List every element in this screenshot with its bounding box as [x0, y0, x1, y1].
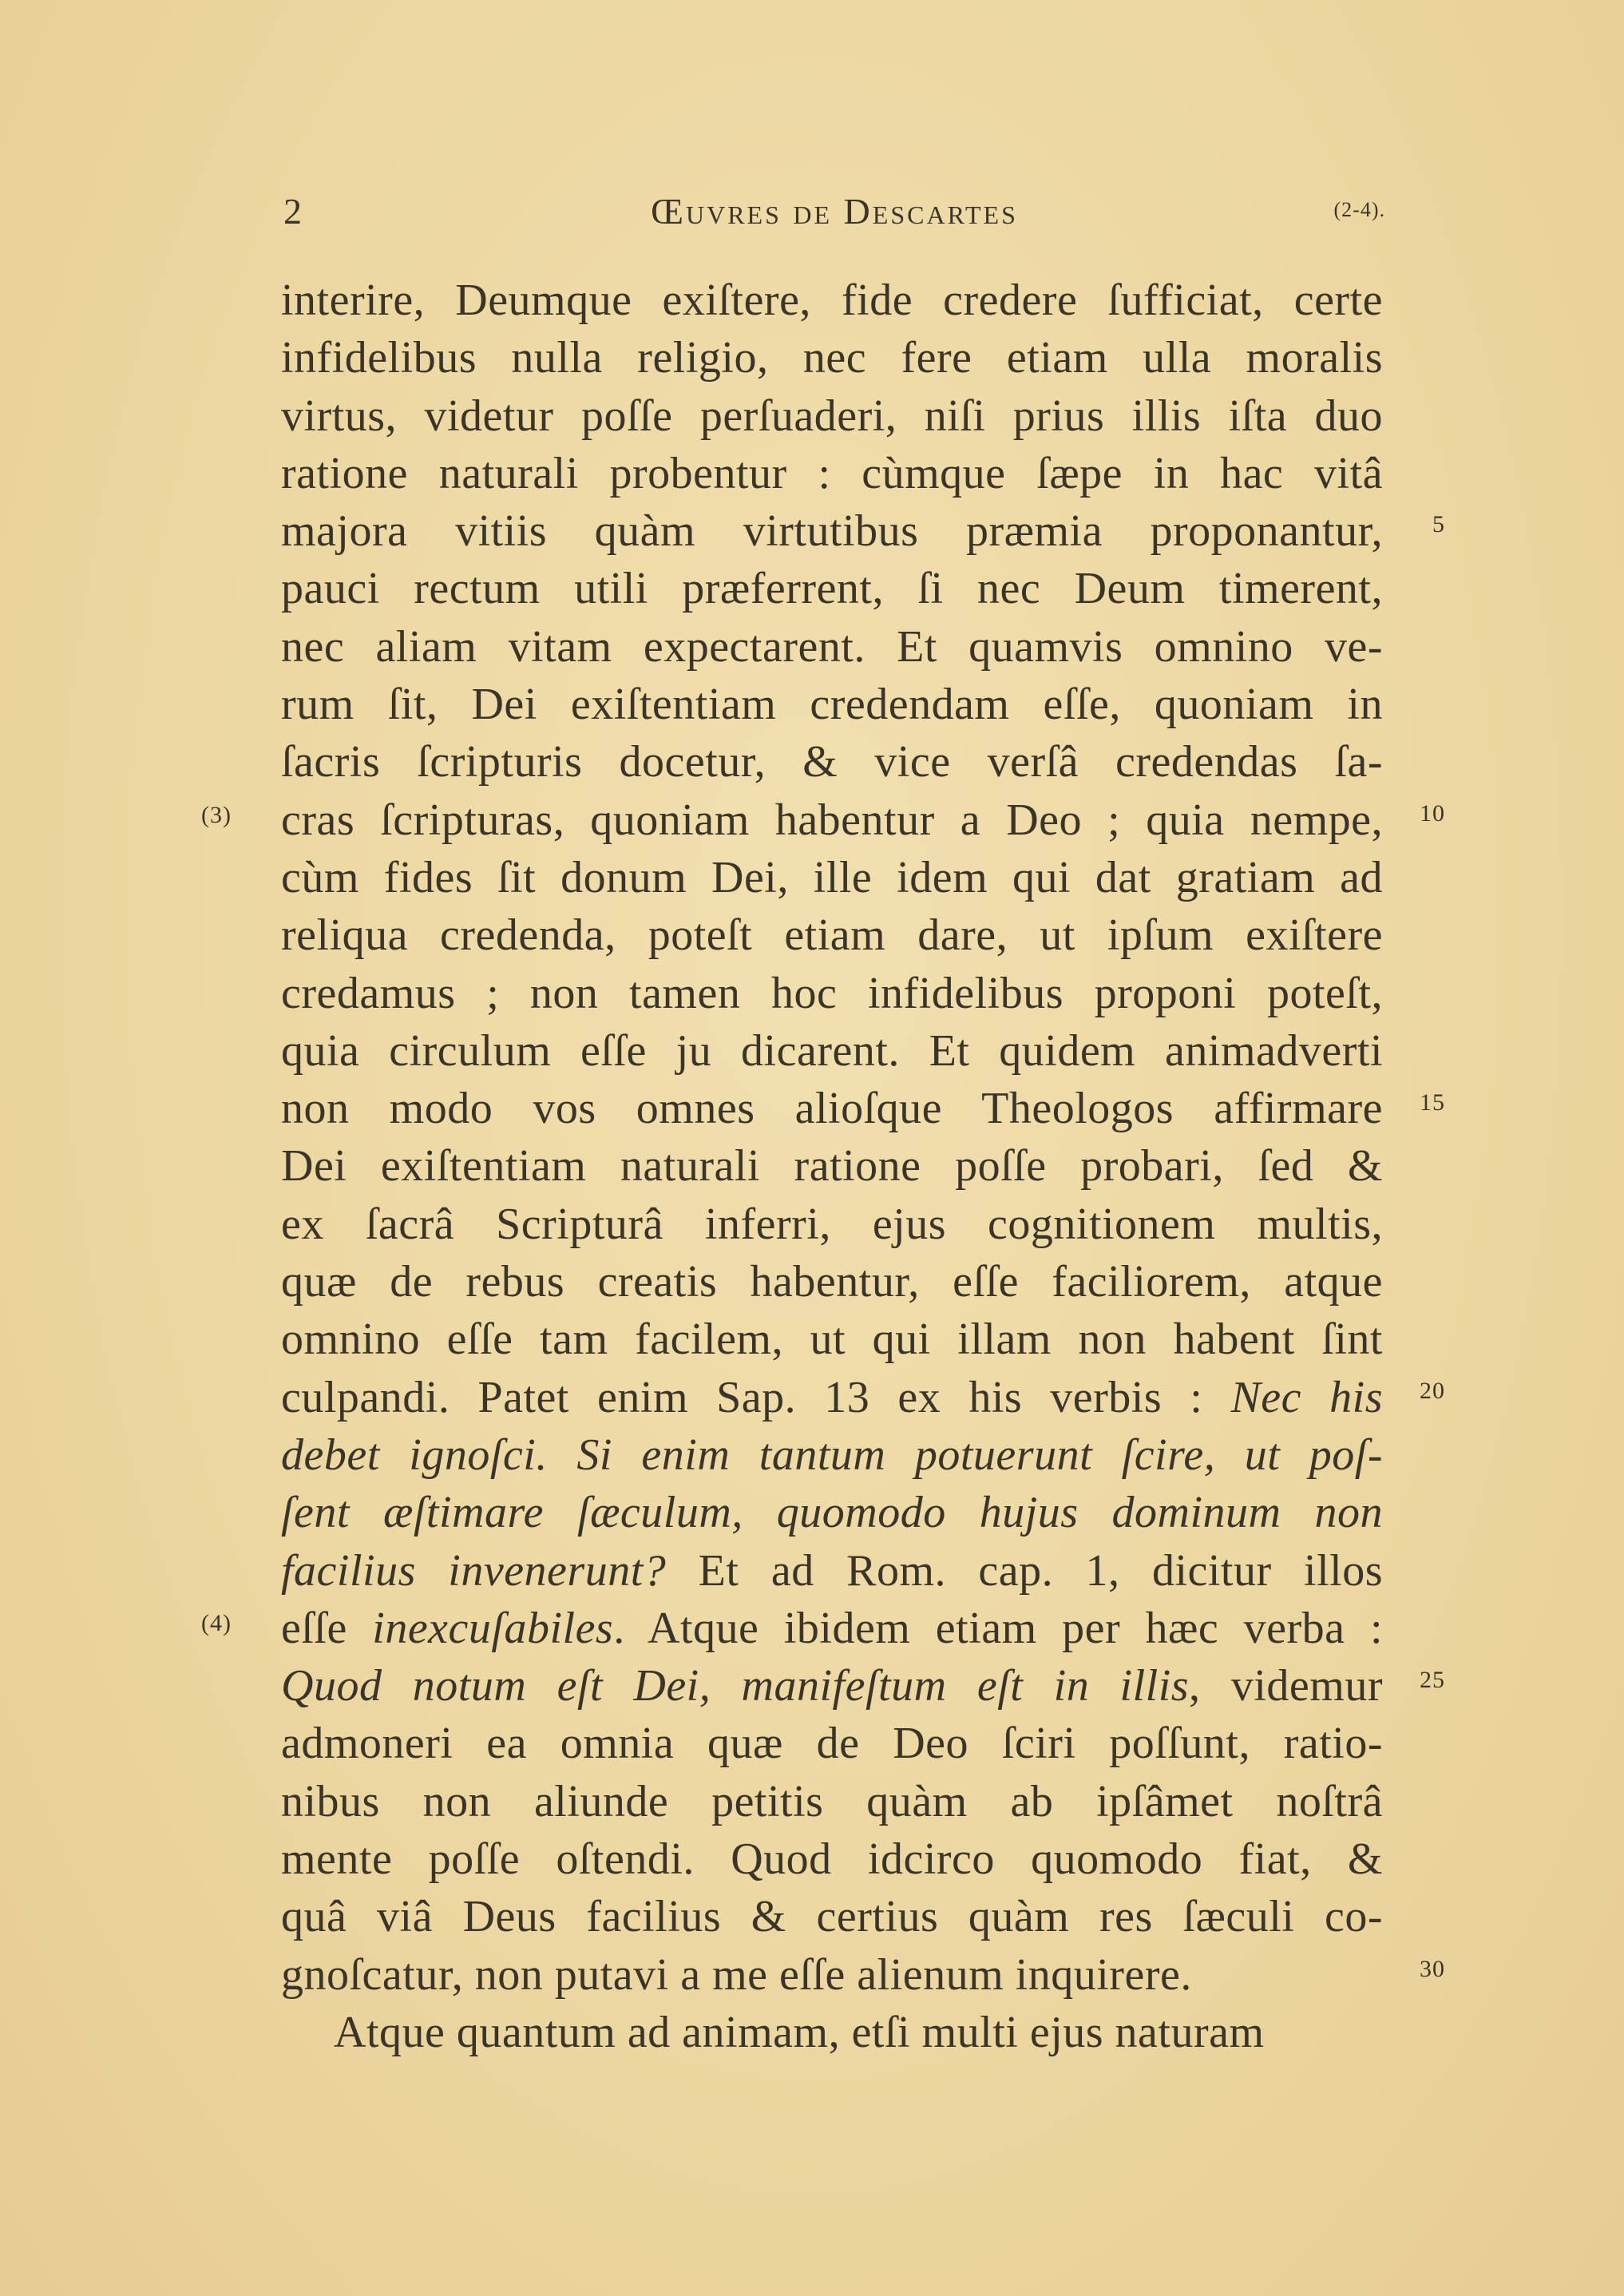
text-line: ſent æſtimare ſæculum, quomodo hujus dominum non [281, 1488, 1383, 1538]
page-reference: (2-4). [1333, 198, 1385, 221]
margin-reference: (3) [201, 802, 232, 828]
text-line: cras ſcripturas, quoniam habentur a Deo ; quia nempe, [281, 795, 1383, 845]
text-line: Quod notum eſt Dei, manifeſtum eſt in illis, videmur [281, 1661, 1383, 1711]
running-title: Œuvres de Descartes [651, 191, 1018, 232]
text-line: ſacris ſcripturis docetur, & vice verſâ credendas ſa- [281, 737, 1383, 787]
page-number: 2 [283, 191, 303, 232]
line-number: 10 [1420, 800, 1445, 827]
text-line: gnoſcatur, non putavi a me eſſe alienum inquirere. [281, 1949, 1192, 2000]
text-line: infidelibus nulla religio, nec fere etiam ulla moralis [281, 333, 1383, 383]
text-line: ex ſacrâ Scripturâ inferri, ejus cognitionem multis, [281, 1199, 1383, 1249]
line-number: 5 [1432, 511, 1445, 537]
text-line: culpandi. Patet enim Sap. 13 ex his verbis : Nec his [281, 1372, 1383, 1422]
text-line: rum ſit, Dei exiſtentiam credendam eſſe, quoniam in [281, 680, 1383, 730]
body-text [281, 272, 1383, 2061]
margin-reference: (4) [201, 1610, 232, 1636]
line-number: 25 [1420, 1667, 1445, 1693]
text-line: nec aliam vitam expectarent. Et quamvis omnino ve- [281, 621, 1383, 672]
text-line: cùm fides ſit donum Dei, ille idem qui dat gratiam ad [281, 852, 1383, 902]
text-line: majora vitiis quàm virtutibus præmia proponantur, [281, 506, 1383, 557]
line-number: 15 [1420, 1089, 1445, 1116]
text-line: pauci rectum utili præferrent, ſi nec Deum timerent, [281, 564, 1383, 614]
text-line: admoneri ea omnia quæ de Deo ſciri poſſunt, ratio- [281, 1719, 1383, 1769]
line-number: 30 [1420, 1956, 1445, 1982]
text-line: quâ viâ Deus facilius & certius quàm res ſæculi co- [281, 1892, 1383, 1942]
text-line: non modo vos omnes alioſque Theologos affirmare [281, 1084, 1383, 1134]
text-line: quia circulum eſſe ju dicarent. Et quidem animadverti [281, 1025, 1383, 1076]
text-line: virtus, videtur poſſe perſuaderi, niſi prius illis iſta duo [281, 391, 1383, 441]
text-line: eſſe inexcuſabiles. Atque ibidem etiam per hæc verba : [281, 1603, 1384, 1653]
text-line: Dei exiſtentiam naturali ratione poſſe probari, ſed & [281, 1141, 1383, 1192]
text-line: facilius invenerunt? Et ad Rom. cap. 1, dicitur illos [281, 1545, 1383, 1596]
text-line: quæ de rebus creatis habentur, eſſe faciliorem, atque [281, 1257, 1383, 1307]
text-line: interire, Deumque exiſtere, fide credere ſufficiat, certe [281, 276, 1383, 325]
line-number: 20 [1420, 1378, 1445, 1404]
running-header [283, 190, 1385, 238]
text-line: Atque quantum ad animam, etſi multi ejus naturam [334, 2007, 1265, 2057]
text-line: mente poſſe oſtendi. Quod idcirco quomodo fiat, & [281, 1834, 1383, 1885]
text-line: nibus non aliunde petitis quàm ab ipſâmet noſtrâ [281, 1776, 1383, 1826]
text-line: reliqua credenda, poteſt etiam dare, ut ipſum exiſtere [281, 910, 1383, 961]
text-line: omnino eſſe tam facilem, ut qui illam non habent ſint [281, 1315, 1383, 1365]
text-line: credamus ; non tamen hoc infidelibus proponi poteſt, [281, 968, 1383, 1018]
text-line: debet ignoſci. Si enim tantum potuerunt ſcire, ut poſ- [281, 1430, 1383, 1480]
text-line: ratione naturali probentur : cùmque ſæpe in hac vitâ [281, 448, 1383, 498]
